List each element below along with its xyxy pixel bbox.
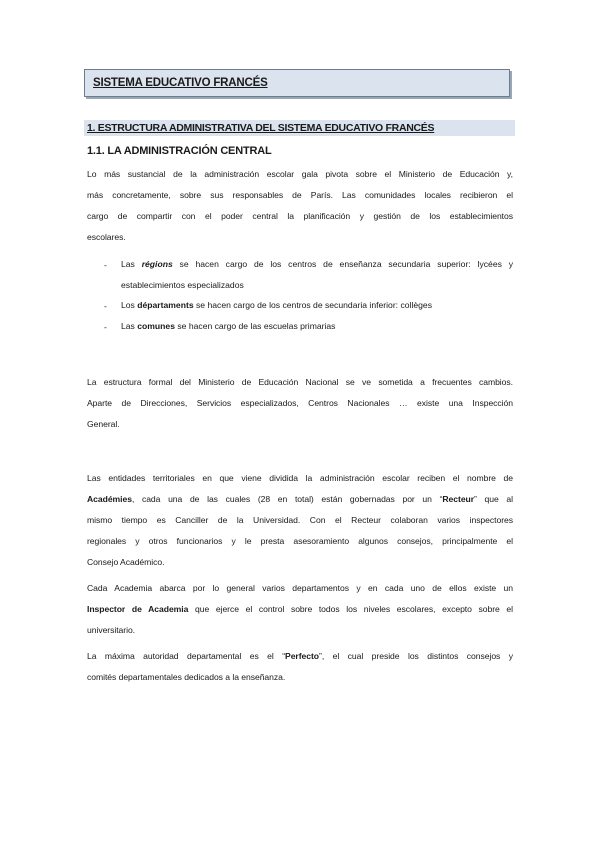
subsection-heading: 1.1. LA ADMINISTRACIÓN CENTRAL (87, 145, 272, 157)
bullet-text: Las (121, 259, 142, 269)
paragraph-line: universitario. (87, 625, 136, 635)
bullet-marker: - (104, 322, 107, 332)
bullet-text: se hacen cargo de los centros de enseñanza secundaria superior: lycées y (172, 259, 514, 269)
paragraph-line: General. (87, 419, 120, 429)
paragraph-line: mismo tiempo es Canciller de la Universidad. Con el Recteur colaboran varios inspectores (87, 515, 513, 525)
paragraph-line: comités departamentales dedicados a la enseñanza. (87, 672, 286, 682)
bullet-marker: - (104, 260, 107, 270)
paragraph-line: Consejo Académico. (87, 557, 165, 567)
bold-term: Académies (87, 494, 132, 504)
bold-term: Recteur (442, 494, 475, 504)
bullet-item (121, 295, 513, 316)
paragraph-line: Cada Academia abarca por lo general varios departamentos y en cada uno de ellos existe un (87, 583, 513, 593)
paragraph-line: Lo más sustancial de la administración escolar gala pivota sobre el Ministerio de Educación y, (87, 169, 513, 179)
paragraph-4 (87, 578, 513, 641)
paragraph-5 (87, 646, 513, 688)
paragraph-2 (87, 372, 513, 435)
paragraph-line: regionales y otros funcionarios y le presta asesoramiento algunos consejos, principalmente el (87, 536, 513, 546)
document-title-box (84, 69, 510, 97)
paragraph-text: , cada una de las cuales (28 en total) están gobernadas por un “ (131, 494, 443, 504)
bullet-emphasis: régions (141, 259, 173, 269)
bold-term: Inspector de Academia (87, 604, 189, 614)
bullet-emphasis: départaments (137, 300, 194, 310)
paragraph-1 (87, 164, 513, 248)
section-heading: 1. ESTRUCTURA ADMINISTRATIVA DEL SISTEMA EDUCATIVO FRANCÉS (87, 122, 435, 134)
bullet-item (121, 254, 513, 296)
document-title: SISTEMA EDUCATIVO FRANCÉS (93, 77, 268, 89)
section-heading-bar (84, 120, 515, 136)
paragraph-line: más concretamente, sobre sus responsables de París. Las comunidades locales recibieron el (87, 190, 513, 200)
bullet-emphasis: comunes (137, 321, 175, 331)
paragraph-line: La estructura formal del Ministerio de Educación Nacional se ve sometida a frecuentes cambios. (87, 377, 513, 387)
paragraph-3 (87, 468, 513, 573)
bullet-text: Los (121, 300, 138, 310)
paragraph-line: Aparte de Direcciones, Servicios especializados, Centros Nacionales … existe una Inspección (87, 398, 513, 408)
paragraph-line: Las entidades territoriales en que viene dividida la administración escolar reciben el nombre de (87, 473, 513, 483)
bullet-item (121, 316, 513, 337)
paragraph-line: escolares. (87, 232, 126, 242)
paragraph-line: cargo de compartir con el poder central la planificación y gestión de los establecimientos (87, 211, 513, 221)
paragraph-text: ” que al (474, 494, 514, 504)
paragraph-text: La máxima autoridad departamental es el “ (87, 651, 286, 661)
bullet-text: se hacen cargo de los centros de secundaria inferior: collèges (193, 300, 432, 310)
bullet-text: se hacen cargo de las escuelas primarias (174, 321, 336, 331)
bullet-text: establecimientos especializados (121, 280, 244, 290)
paragraph-text: que ejerce el control sobre todos los niveles escolares, excepto sobre el (188, 604, 514, 614)
bullet-text: Las (121, 321, 138, 331)
bullet-marker: - (104, 301, 107, 311)
paragraph-text: ”, el cual preside los distintos consejos y (319, 651, 513, 661)
bold-term: Perfecto (285, 651, 320, 661)
